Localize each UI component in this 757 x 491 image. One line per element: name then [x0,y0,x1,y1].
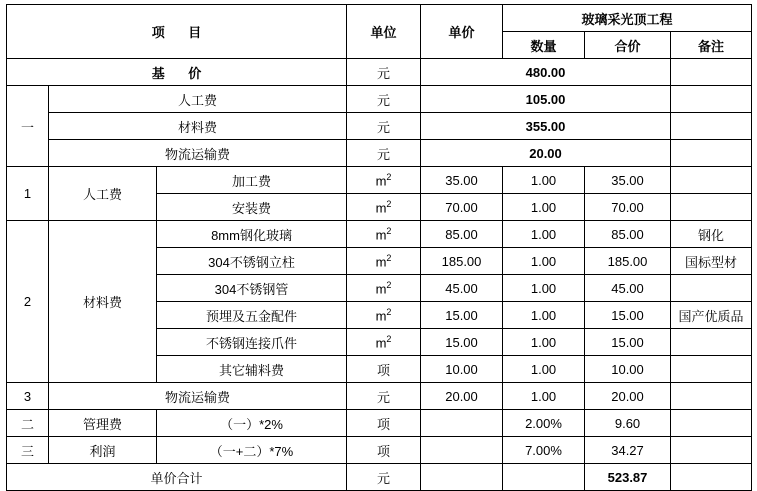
table-row [7,437,752,464]
row-detail: 物流运输费 [49,140,347,167]
row-price [421,410,503,437]
footer-remark-blank [671,464,752,491]
row-remark [671,437,752,464]
row-price: 185.00 [421,248,503,275]
row-unit: 项 [347,410,421,437]
row-no: 1 [7,167,49,221]
row-total: 85.00 [585,221,671,248]
row-unit: $m^2$ [347,329,421,356]
row-detail: 不锈钢连接爪件 [157,329,347,356]
row-detail: （一+二）*7% [157,437,347,464]
row-total: 70.00 [585,194,671,221]
footer-qty-blank [503,464,585,491]
header-remark: 备注 [671,32,752,59]
row-remark [671,194,752,221]
row-price: 20.00 [421,383,503,410]
row-total: 20.00 [585,383,671,410]
row-qty: 1.00 [503,383,585,410]
row-merged-value: 105.00 [421,86,671,113]
row-remark [671,410,752,437]
row-unit: 元 [347,59,421,86]
row-no: 二 [7,410,49,437]
row-name: 物流运输费 [49,383,347,410]
row-name: 基 价 [7,59,347,86]
row-unit: $m^2$ [347,275,421,302]
row-total: 185.00 [585,248,671,275]
row-qty: 2.00% [503,410,585,437]
row-qty: 1.00 [503,221,585,248]
row-total: 10.00 [585,356,671,383]
row-qty: 1.00 [503,248,585,275]
row-total: 15.00 [585,302,671,329]
row-qty: 1.00 [503,167,585,194]
row-detail: 304不锈钢立柱 [157,248,347,275]
row-total: 34.27 [585,437,671,464]
table-row [7,86,752,113]
row-detail: 材料费 [49,113,347,140]
row-detail: 人工费 [49,86,347,113]
table-row [7,221,752,248]
row-detail: （一）*2% [157,410,347,437]
footer-price-blank [421,464,503,491]
row-no: 2 [7,221,49,383]
table-row [7,113,752,140]
row-detail: 8mm钢化玻璃 [157,221,347,248]
row-unit: 元 [347,113,421,140]
row-unit: 元 [347,86,421,113]
row-no: 一 [7,86,49,167]
row-no: 3 [7,383,49,410]
row-merged-value: 480.00 [421,59,671,86]
row-remark [671,275,752,302]
row-unit: 元 [347,383,421,410]
row-name: 管理费 [49,410,157,437]
row-unit: 项 [347,356,421,383]
row-remark [671,86,752,113]
footer-total: 523.87 [585,464,671,491]
cost-table [6,4,752,491]
row-detail: 预埋及五金配件 [157,302,347,329]
row-qty: 1.00 [503,275,585,302]
row-remark: 国产优质品 [671,302,752,329]
row-remark: 钢化 [671,221,752,248]
row-qty: 1.00 [503,302,585,329]
row-remark [671,356,752,383]
row-unit: $m^2$ [347,194,421,221]
header-unit: 单位 [347,5,421,59]
header-total: 合价 [585,32,671,59]
table-row [7,59,752,86]
table-row [7,410,752,437]
row-qty: 1.00 [503,356,585,383]
row-detail: 加工费 [157,167,347,194]
row-total: 9.60 [585,410,671,437]
header-project-title: 玻璃采光顶工程 [503,5,752,32]
row-unit: $m^2$ [347,221,421,248]
row-no: 三 [7,437,49,464]
row-unit: 项 [347,437,421,464]
row-qty: 1.00 [503,329,585,356]
row-unit: 元 [347,140,421,167]
row-merged-value: 20.00 [421,140,671,167]
row-unit: $m^2$ [347,167,421,194]
row-total: 45.00 [585,275,671,302]
row-remark [671,113,752,140]
row-remark [671,167,752,194]
row-name: 人工费 [49,167,157,221]
row-price: 35.00 [421,167,503,194]
row-detail: 安装费 [157,194,347,221]
row-qty: 1.00 [503,194,585,221]
row-unit: $m^2$ [347,302,421,329]
row-remark [671,329,752,356]
row-detail: 其它辅料费 [157,356,347,383]
row-name: 材料费 [49,221,157,383]
row-total: 15.00 [585,329,671,356]
row-price: 85.00 [421,221,503,248]
footer-label: 单价合计 [7,464,347,491]
row-price [421,437,503,464]
row-detail: 304不锈钢管 [157,275,347,302]
row-merged-value: 355.00 [421,113,671,140]
row-unit: $m^2$ [347,248,421,275]
table-row [7,140,752,167]
row-remark: 国标型材 [671,248,752,275]
table-row [7,383,752,410]
header-item: 项 目 [7,5,347,59]
header-quantity: 数量 [503,32,585,59]
row-price: 10.00 [421,356,503,383]
row-price: 45.00 [421,275,503,302]
row-price: 15.00 [421,329,503,356]
table-footer-row [7,464,752,491]
row-remark [671,383,752,410]
row-name: 利润 [49,437,157,464]
header-price: 单价 [421,5,503,59]
row-price: 70.00 [421,194,503,221]
row-remark [671,140,752,167]
table-header-row-1 [7,5,752,32]
table-row [7,167,752,194]
row-remark [671,59,752,86]
footer-unit: 元 [347,464,421,491]
row-qty: 7.00% [503,437,585,464]
row-price: 15.00 [421,302,503,329]
row-total: 35.00 [585,167,671,194]
